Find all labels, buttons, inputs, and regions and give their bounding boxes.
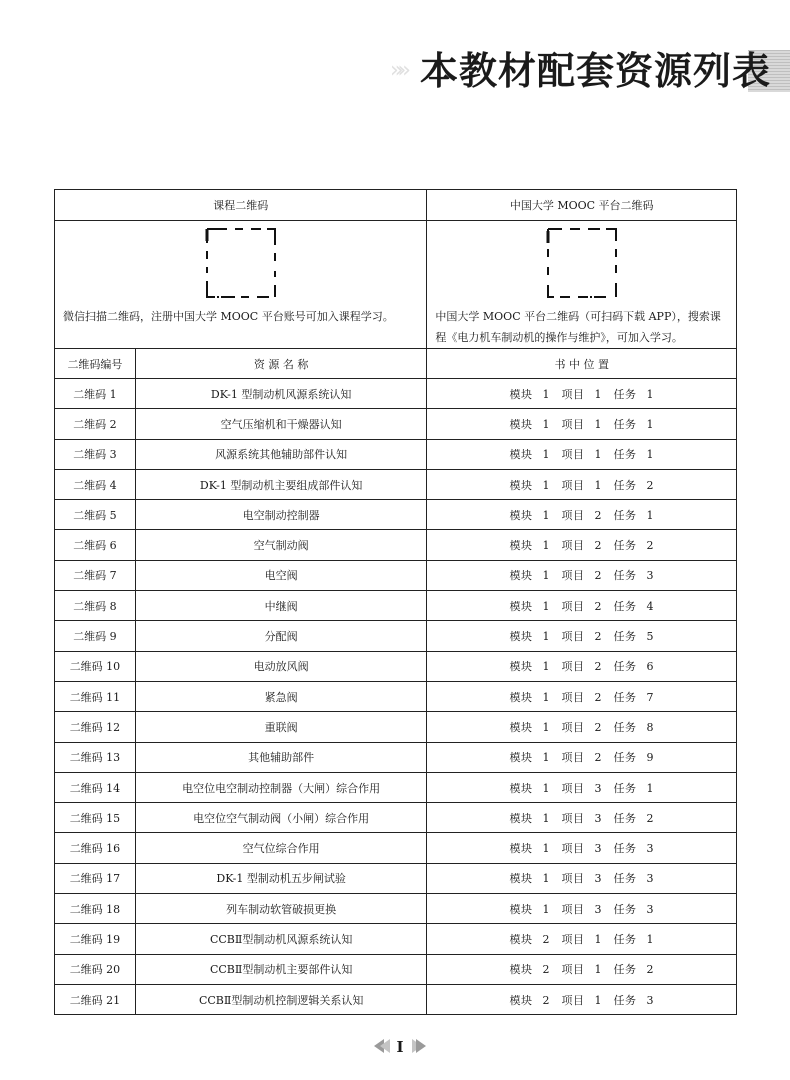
table-row — [55, 409, 737, 439]
resource-name: DK-1 型制动机主要组成部件认知 — [135, 469, 427, 499]
table-row — [55, 560, 737, 590]
book-position: 模块 1 项目 2 任务 6 — [427, 651, 737, 681]
book-position: 模块 1 项目 3 任务 3 — [427, 863, 737, 893]
book-position: 模块 1 项目 2 任务 8 — [427, 712, 737, 742]
mooc-qr-description: 中国大学 MOOC 平台二维码（可扫码下载 APP），搜索课程《电力机车制动机的操作与维护》，可加入学习。 — [435, 310, 721, 344]
book-position: 模块 1 项目 1 任务 2 — [427, 469, 737, 499]
qr-code-number: 二维码 8 — [55, 591, 136, 621]
book-position: 模块 1 项目 2 任务 7 — [427, 681, 737, 711]
book-position: 模块 1 项目 2 任务 3 — [427, 560, 737, 590]
resource-name: DK-1 型制动机风源系统认知 — [135, 379, 427, 409]
table-body — [55, 379, 737, 1015]
qr-code-number: 二维码 16 — [55, 833, 136, 863]
qr-header-row — [55, 190, 737, 221]
table-row — [55, 863, 737, 893]
table-row — [55, 591, 737, 621]
resource-name: 电动放风阀 — [135, 651, 427, 681]
qr-code-number: 二维码 12 — [55, 712, 136, 742]
resource-name: 其他辅助部件 — [135, 742, 427, 772]
qr-code-number: 二维码 14 — [55, 772, 136, 802]
book-position: 模块 1 项目 2 任务 9 — [427, 742, 737, 772]
resource-name: 列车制动软管破损更换 — [135, 894, 427, 924]
table-row — [55, 954, 737, 984]
page-number: Ⅰ — [396, 1038, 404, 1056]
resource-name: 重联阀 — [135, 712, 427, 742]
qr-code-number: 二维码 3 — [55, 439, 136, 469]
book-position: 模块 1 项目 2 任务 5 — [427, 621, 737, 651]
table-row — [55, 530, 737, 560]
qr-code-number: 二维码 21 — [55, 984, 136, 1014]
book-position: 模块 1 项目 1 任务 1 — [427, 409, 737, 439]
resource-name: 分配阀 — [135, 621, 427, 651]
book-position: 模块 1 项目 1 任务 1 — [427, 439, 737, 469]
resource-name: 电空位电空制动控制器（大闸）综合作用 — [135, 772, 427, 802]
page-title: 本教材配套资源列表 — [420, 48, 772, 93]
book-position: 模块 1 项目 3 任务 3 — [427, 833, 737, 863]
qr-code-number: 二维码 11 — [55, 681, 136, 711]
mooc-qr-code-icon[interactable] — [546, 227, 618, 299]
qr-code-number: 二维码 10 — [55, 651, 136, 681]
table-row — [55, 681, 737, 711]
page-footer — [370, 1036, 430, 1056]
qr-code-number: 二维码 5 — [55, 500, 136, 530]
table-row — [55, 439, 737, 469]
header-book-position: 书 中 位 置 — [427, 349, 737, 379]
book-position: 模块 2 项目 1 任务 2 — [427, 954, 737, 984]
table-row — [55, 469, 737, 499]
course-qr-description: 微信扫描二维码，注册中国大学 MOOC 平台账号可加入课程学习。 — [63, 310, 394, 323]
table-row — [55, 984, 737, 1014]
book-position: 模块 1 项目 3 任务 1 — [427, 772, 737, 802]
course-qr-title: 课程二维码 — [55, 190, 427, 221]
book-position: 模块 1 项目 1 任务 1 — [427, 379, 737, 409]
qr-code-number: 二维码 2 — [55, 409, 136, 439]
resource-name: CCBⅡ型制动机主要部件认知 — [135, 954, 427, 984]
book-position: 模块 1 项目 2 任务 2 — [427, 530, 737, 560]
resource-name: 风源系统其他辅助部件认知 — [135, 439, 427, 469]
resource-name: 紧急阀 — [135, 681, 427, 711]
course-qr-cell — [55, 221, 427, 349]
resource-name: 电空阀 — [135, 560, 427, 590]
table-row — [55, 833, 737, 863]
mooc-qr-title: 中国大学 MOOC 平台二维码 — [427, 190, 737, 221]
resource-name: 空气位综合作用 — [135, 833, 427, 863]
qr-code-number: 二维码 6 — [55, 530, 136, 560]
qr-code-number: 二维码 18 — [55, 894, 136, 924]
resource-name: 电空制动控制器 — [135, 500, 427, 530]
resource-name: CCBⅡ型制动机风源系统认知 — [135, 924, 427, 954]
qr-code-number: 二维码 20 — [55, 954, 136, 984]
mooc-qr-cell — [427, 221, 737, 349]
table-row — [55, 500, 737, 530]
header-qr-code-number: 二维码编号 — [55, 349, 136, 379]
qr-code-number: 二维码 9 — [55, 621, 136, 651]
table-row — [55, 742, 737, 772]
resource-name: 电空位空气制动阀（小闸）综合作用 — [135, 803, 427, 833]
resource-name: 空气压缩机和干燥器认知 — [135, 409, 427, 439]
resource-name: DK-1 型制动机五步闸试验 — [135, 863, 427, 893]
qr-code-number: 二维码 1 — [55, 379, 136, 409]
header-resource-name: 资 源 名 称 — [135, 349, 427, 379]
book-position: 模块 1 项目 2 任务 4 — [427, 591, 737, 621]
qr-body-row — [55, 221, 737, 349]
resource-table — [54, 189, 737, 1015]
table-row — [55, 924, 737, 954]
course-qr-code-icon[interactable] — [205, 227, 277, 299]
table-row — [55, 651, 737, 681]
resource-name: 中继阀 — [135, 591, 427, 621]
book-position: 模块 1 项目 2 任务 1 — [427, 500, 737, 530]
table-row — [55, 621, 737, 651]
book-position: 模块 1 项目 3 任务 2 — [427, 803, 737, 833]
page-navigation-icon — [370, 1036, 430, 1056]
resource-name: CCBⅡ型制动机控制逻辑关系认知 — [135, 984, 427, 1014]
chevron-decoration-icon: »» — [390, 58, 405, 83]
qr-code-number: 二维码 15 — [55, 803, 136, 833]
qr-code-number: 二维码 13 — [55, 742, 136, 772]
table-row — [55, 772, 737, 802]
book-position: 模块 2 项目 1 任务 3 — [427, 984, 737, 1014]
qr-code-number: 二维码 7 — [55, 560, 136, 590]
book-position: 模块 2 项目 1 任务 1 — [427, 924, 737, 954]
table-header-row — [55, 349, 737, 379]
qr-code-number: 二维码 4 — [55, 469, 136, 499]
table-row — [55, 894, 737, 924]
qr-code-number: 二维码 17 — [55, 863, 136, 893]
table-row — [55, 712, 737, 742]
table-row — [55, 803, 737, 833]
table-row — [55, 379, 737, 409]
book-position: 模块 1 项目 3 任务 3 — [427, 894, 737, 924]
qr-code-number: 二维码 19 — [55, 924, 136, 954]
resource-name: 空气制动阀 — [135, 530, 427, 560]
